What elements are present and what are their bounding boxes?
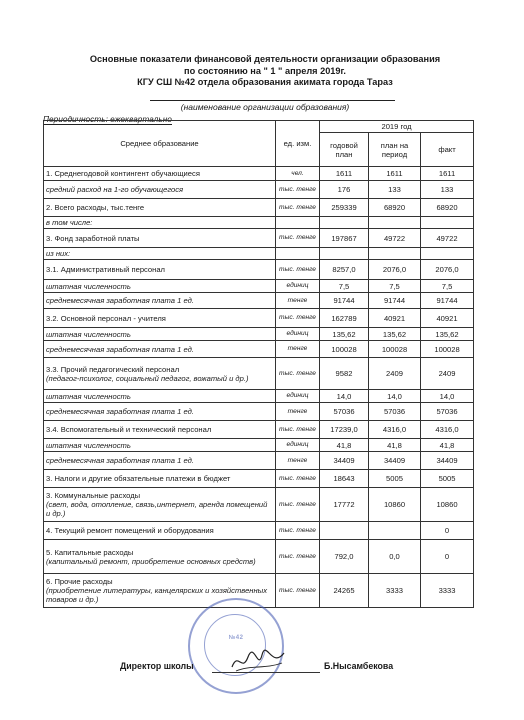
row-unit: тыс. тенге: [276, 181, 320, 199]
row-label: [44, 328, 276, 341]
value-fact: 135,62: [421, 328, 474, 341]
row-description: (приобретение литературы, канцелярских и хозяйственных товаров и др.): [46, 586, 268, 604]
value-plan-year: 162789: [320, 309, 369, 328]
value-plan-year: 17239,0: [320, 421, 369, 439]
value-fact: 57036: [421, 403, 474, 421]
row-title: 1. Среднегодовой контингент обучающиеся: [46, 169, 200, 178]
value-plan-year: 9582: [320, 358, 369, 390]
value-fact: 0: [421, 522, 474, 540]
value-plan-period: 34409: [369, 452, 421, 470]
row-label: [44, 452, 276, 470]
value-plan-period: 40921: [369, 309, 421, 328]
value-fact: 40921: [421, 309, 474, 328]
value-plan-year: 100028: [320, 341, 369, 358]
row-title: 3.2. Основной персонал - учителя: [46, 313, 166, 323]
row-title: штатная численность: [46, 281, 131, 291]
row-title: 4. Текущий ремонт помещений и оборудования: [46, 526, 214, 535]
row-unit: тыс. тенге: [276, 229, 320, 248]
periodicity-label: Периодичность: ежеквартально: [43, 114, 172, 124]
value-plan-period: 3333: [369, 574, 421, 608]
seal-label: №42: [228, 635, 244, 641]
table-row: [44, 522, 474, 540]
row-label: [44, 470, 276, 488]
row-unit: [276, 217, 320, 229]
row-title: штатная численность: [46, 391, 131, 401]
row-unit: тыс. тенге: [276, 522, 320, 540]
value-fact: 2076,0: [421, 260, 474, 280]
header-year: 2019 год: [320, 121, 474, 133]
row-unit: единиц: [276, 439, 320, 452]
value-plan-period: [369, 522, 421, 540]
value-plan-year: 259339: [320, 199, 369, 217]
organization-caption: (наименование организации образования): [180, 102, 350, 112]
row-label: [44, 540, 276, 574]
table-row: [44, 470, 474, 488]
value-fact: 4316,0: [421, 421, 474, 439]
row-label: [44, 309, 276, 328]
table-row: [44, 439, 474, 452]
row-title: среднемесячная заработная плата 1 ед.: [46, 344, 194, 354]
row-unit: тенге: [276, 341, 320, 358]
row-title: средний расход на 1-го обучающегося: [46, 185, 184, 194]
table-row: [44, 574, 474, 608]
row-unit: тыс. тенге: [276, 358, 320, 390]
header-education: Среднее образование: [44, 121, 276, 167]
director-name: Б.Нысамбекова: [324, 661, 394, 671]
table-row: [44, 280, 474, 293]
value-plan-period: 135,62: [369, 328, 421, 341]
value-plan-period: 49722: [369, 229, 421, 248]
value-fact: [421, 217, 474, 229]
value-plan-year: 1611: [320, 167, 369, 181]
row-label: [44, 390, 276, 403]
table-row: [44, 403, 474, 421]
table-header: [44, 121, 474, 167]
row-description: (капитальный ремонт, приобретение основных средств): [46, 556, 256, 566]
row-label: [44, 293, 276, 309]
table-row: [44, 199, 474, 217]
value-plan-period: [369, 217, 421, 229]
row-unit: тыс. тенге: [276, 421, 320, 439]
value-plan-period: [369, 248, 421, 260]
value-plan-period: 91744: [369, 293, 421, 309]
table-row: [44, 421, 474, 439]
table-row: [44, 341, 474, 358]
value-fact: 100028: [421, 341, 474, 358]
value-plan-period: 68920: [369, 199, 421, 217]
value-plan-year: 34409: [320, 452, 369, 470]
organization-underline: [150, 100, 395, 101]
row-unit: чел.: [276, 167, 320, 181]
table-row: [44, 452, 474, 470]
row-unit: тыс. тенге: [276, 540, 320, 574]
row-title: 3.1. Административный персонал: [46, 265, 165, 274]
row-title: в том числе:: [46, 218, 93, 227]
value-plan-year: 57036: [320, 403, 369, 421]
row-unit: тыс. тенге: [276, 574, 320, 608]
row-label: [44, 167, 276, 181]
table-row: [44, 229, 474, 248]
value-plan-year: 14,0: [320, 390, 369, 403]
row-title: 6. Прочие расходы: [46, 577, 113, 586]
value-fact: 41,8: [421, 439, 474, 452]
value-plan-year: 7,5: [320, 280, 369, 293]
row-unit: тыс. тенге: [276, 470, 320, 488]
row-label: [44, 421, 276, 439]
row-title: 5. Капитальные расходы: [46, 547, 134, 557]
director-label: Директор школы: [120, 661, 194, 671]
handwritten-signature-icon: [228, 645, 288, 675]
value-plan-period: 133: [369, 181, 421, 199]
row-label: [44, 341, 276, 358]
row-label: [44, 488, 276, 522]
row-title: 3. Коммунальные расходы: [46, 491, 141, 500]
row-title: из них:: [46, 249, 71, 258]
row-label: [44, 260, 276, 280]
table-body: [44, 167, 474, 608]
row-title: штатная численность: [46, 329, 131, 339]
value-fact: 49722: [421, 229, 474, 248]
signature-line: [212, 672, 320, 673]
row-label: [44, 522, 276, 540]
value-plan-year: [320, 248, 369, 260]
value-plan-period: 10860: [369, 488, 421, 522]
value-plan-period: 2409: [369, 358, 421, 390]
row-label: [44, 439, 276, 452]
value-plan-year: 792,0: [320, 540, 369, 574]
row-unit: тенге: [276, 403, 320, 421]
row-title: 3.4. Вспомогательный и технический персонал: [46, 425, 212, 434]
row-description: (свет, вода, отопление, связь,интернет, аренда помещений и др.): [46, 500, 268, 518]
row-label: [44, 199, 276, 217]
row-title: среднемесячная заработная плата 1 ед.: [46, 407, 194, 416]
value-fact: 3333: [421, 574, 474, 608]
table-row: [44, 260, 474, 280]
value-plan-year: 135,62: [320, 328, 369, 341]
value-fact: 34409: [421, 452, 474, 470]
header-plan-year: годовой план: [320, 133, 369, 167]
header-date: по состоянию на " 1 " апреля 2019г.: [184, 65, 346, 76]
value-fact: 68920: [421, 199, 474, 217]
value-plan-year: 24265: [320, 574, 369, 608]
value-plan-year: 8257,0: [320, 260, 369, 280]
table-row: [44, 217, 474, 229]
row-title: 3. Фонд заработной платы: [46, 233, 140, 243]
value-plan-year: 41,8: [320, 439, 369, 452]
table-row: [44, 390, 474, 403]
row-label: [44, 403, 276, 421]
header-unit: ед. изм.: [276, 121, 320, 167]
table-row: [44, 540, 474, 574]
row-unit: единиц: [276, 390, 320, 403]
value-plan-period: 100028: [369, 341, 421, 358]
value-plan-period: 0,0: [369, 540, 421, 574]
value-plan-year: 176: [320, 181, 369, 199]
value-fact: 7,5: [421, 280, 474, 293]
table-row: [44, 358, 474, 390]
value-fact: 91744: [421, 293, 474, 309]
value-fact: 1611: [421, 167, 474, 181]
table-row: [44, 328, 474, 341]
value-fact: 5005: [421, 470, 474, 488]
row-unit: [276, 248, 320, 260]
row-unit: тыс. тенге: [276, 309, 320, 328]
header-title: Основные показатели финансовой деятельности организации образования: [89, 54, 441, 64]
value-plan-period: 7,5: [369, 280, 421, 293]
value-plan-period: 5005: [369, 470, 421, 488]
table-row: [44, 488, 474, 522]
row-unit: тенге: [276, 452, 320, 470]
table-row: [44, 181, 474, 199]
table-row: [44, 167, 474, 181]
value-plan-period: 2076,0: [369, 260, 421, 280]
row-title: 3. Налоги и другие обязательные платежи в бюджет: [46, 474, 231, 483]
value-plan-period: 14,0: [369, 390, 421, 403]
value-plan-year: [320, 522, 369, 540]
row-title: 3.3. Прочий педагогический персонал: [46, 364, 180, 374]
row-unit: тыс. тенге: [276, 488, 320, 522]
row-title: среднемесячная заработная плата 1 ед.: [46, 296, 194, 305]
row-unit: единиц: [276, 280, 320, 293]
row-label: [44, 229, 276, 248]
value-fact: 2409: [421, 358, 474, 390]
header-organization: КГУ СШ №42 отдела образования акимата города Тараз: [137, 77, 393, 87]
header-fact: факт: [421, 133, 474, 167]
table-row: [44, 293, 474, 309]
value-fact: 0: [421, 540, 474, 574]
row-title: штатная численность: [46, 440, 131, 450]
value-plan-year: [320, 217, 369, 229]
value-fact: 133: [421, 181, 474, 199]
row-label: [44, 217, 276, 229]
financial-table: [43, 120, 474, 608]
row-unit: единиц: [276, 328, 320, 341]
row-label: [44, 280, 276, 293]
document-header: [40, 54, 490, 89]
value-plan-period: 41,8: [369, 439, 421, 452]
row-unit: тыс. тенге: [276, 260, 320, 280]
value-plan-period: 1611: [369, 167, 421, 181]
table-row: [44, 248, 474, 260]
value-plan-period: 57036: [369, 403, 421, 421]
row-unit: тенге: [276, 293, 320, 309]
row-label: [44, 358, 276, 390]
value-plan-year: 18643: [320, 470, 369, 488]
value-fact: [421, 248, 474, 260]
table-row: [44, 309, 474, 328]
value-plan-year: 197867: [320, 229, 369, 248]
value-plan-period: 4316,0: [369, 421, 421, 439]
header-plan-period: план на период: [369, 133, 421, 167]
row-description: (педагог-психолог, социальный педагог, вожатый и др.): [46, 373, 249, 383]
row-title: 2. Всего расходы, тыс.тенге: [46, 203, 145, 212]
value-fact: 10860: [421, 488, 474, 522]
row-label: [44, 248, 276, 260]
value-plan-year: 17772: [320, 488, 369, 522]
value-fact: 14,0: [421, 390, 474, 403]
row-unit: тыс. тенге: [276, 199, 320, 217]
row-label: [44, 181, 276, 199]
value-plan-year: 91744: [320, 293, 369, 309]
row-title: среднемесячная заработная плата 1 ед.: [46, 456, 194, 465]
